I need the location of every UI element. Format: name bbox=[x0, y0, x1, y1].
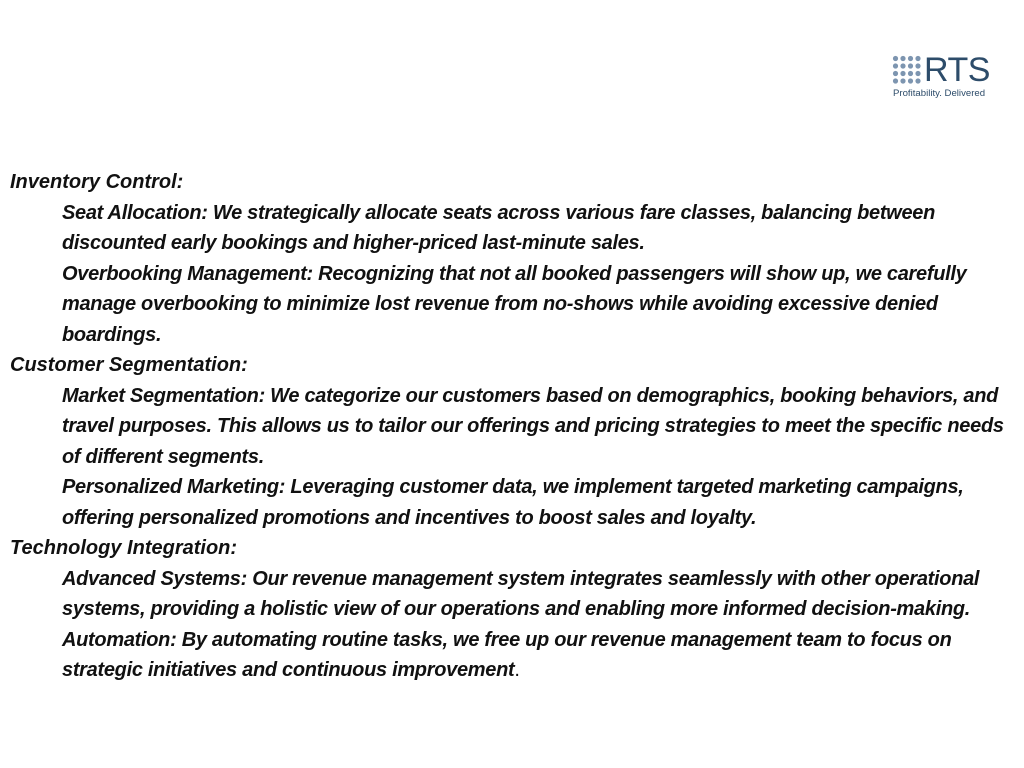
slide-body bbox=[10, 167, 1014, 686]
point-advanced-systems: Advanced Systems: Our revenue management system integrates seamlessly with other operational systems, providing a holistic view of our operations and enabling more informed decision-making. bbox=[62, 567, 980, 620]
point-market-segmentation: Market Segmentation: We categorize our customers based on demographics, booking behaviors, and travel purposes. This allows us to tailor our offerings and pricing strategies to meet the specific needs of different segments. bbox=[62, 384, 1004, 468]
section-heading-inventory-control: Inventory Control: bbox=[10, 171, 184, 193]
closing-period: . bbox=[514, 659, 520, 681]
point-automation-text: Automation: By automating routine tasks, we free up our revenue management team to focus on strategic initiatives and continuous improvement bbox=[62, 628, 952, 681]
logo-dot-grid-icon bbox=[892, 55, 922, 85]
point-overbooking-management: Overbooking Management: Recognizing that not all booked passengers will show up, we carefully manage overbooking to minimize lost revenue from no-shows while avoiding excessive denied boardings. bbox=[62, 262, 967, 346]
point-seat-allocation: Seat Allocation: We strategically allocate seats across various fare classes, balancing between discounted early bookings and higher-priced last-minute sales. bbox=[62, 201, 936, 254]
logo-tagline: Profitability. Delivered bbox=[893, 88, 986, 99]
point-personalized-marketing: Personalized Marketing: Leveraging customer data, we implement targeted marketing campaigns, offering personalized promotions and incentives to boost sales and loyalty. bbox=[62, 476, 964, 529]
section-heading-technology-integration: Technology Integration: bbox=[10, 537, 238, 559]
rts-logo bbox=[890, 52, 1006, 102]
logo-wordmark: RTS bbox=[924, 51, 990, 89]
point-automation bbox=[62, 625, 1014, 686]
section-heading-customer-segmentation: Customer Segmentation: bbox=[10, 354, 248, 376]
